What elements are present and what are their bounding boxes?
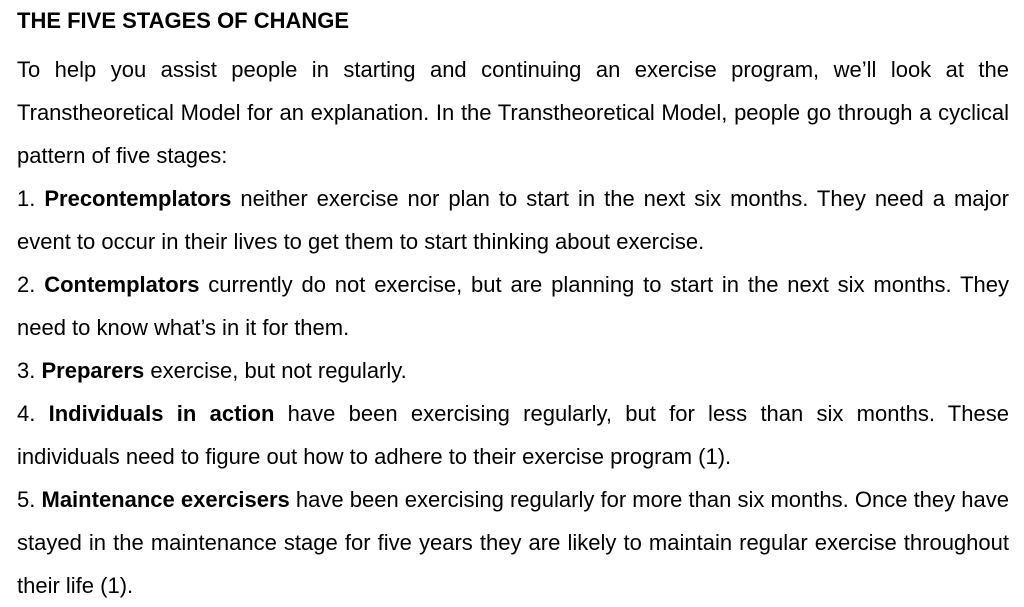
stage-description: have been exercising regularly, but for less than six months. These individuals need to figure out how to adhere to their exercise program (1). (17, 401, 1009, 469)
stage-number: 2. (17, 272, 36, 297)
intro-paragraph: To help you assist people in starting and continuing an exercise program, we’ll look at the Transtheoretical Model for an explanation. In the Transtheoretical Model, people go through a cyclical pattern of five stages: (17, 57, 1009, 168)
stage-item-individuals-in-action (17, 392, 1009, 478)
stage-description: currently do not exercise, but are planning to start in the next six months. They need to know what’s in it for them. (17, 272, 1009, 340)
stage-number: 4. (17, 401, 36, 426)
stage-description: have been exercising regularly for more than six months. Once they have stayed in the maintenance stage for five years they are likely to maintain regular exercise throughout their life (1). (17, 487, 1009, 598)
stage-item-preparers (17, 349, 1009, 392)
stage-item-precontemplators (17, 177, 1009, 263)
stage-description: neither exercise nor plan to start in the next six months. They need a major event to occur in their lives to get them to start thinking about exercise. (17, 186, 1009, 254)
stage-number: 5. (17, 487, 36, 512)
stage-number: 1. (17, 186, 36, 211)
stage-term: Preparers (41, 358, 145, 383)
stage-number: 3. (17, 358, 36, 383)
stage-item-maintenance-exercisers (17, 478, 1009, 607)
stage-term: Maintenance exercisers (41, 487, 290, 512)
stage-item-contemplators (17, 263, 1009, 349)
stage-term: Contemplators (44, 272, 200, 297)
document-page (17, 6, 1009, 607)
stage-description: exercise, but not regularly. (150, 358, 407, 383)
stage-term: Precontemplators (44, 186, 232, 211)
stage-term: Individuals in action (48, 401, 275, 426)
section-heading: THE FIVE STAGES OF CHANGE (17, 8, 350, 33)
